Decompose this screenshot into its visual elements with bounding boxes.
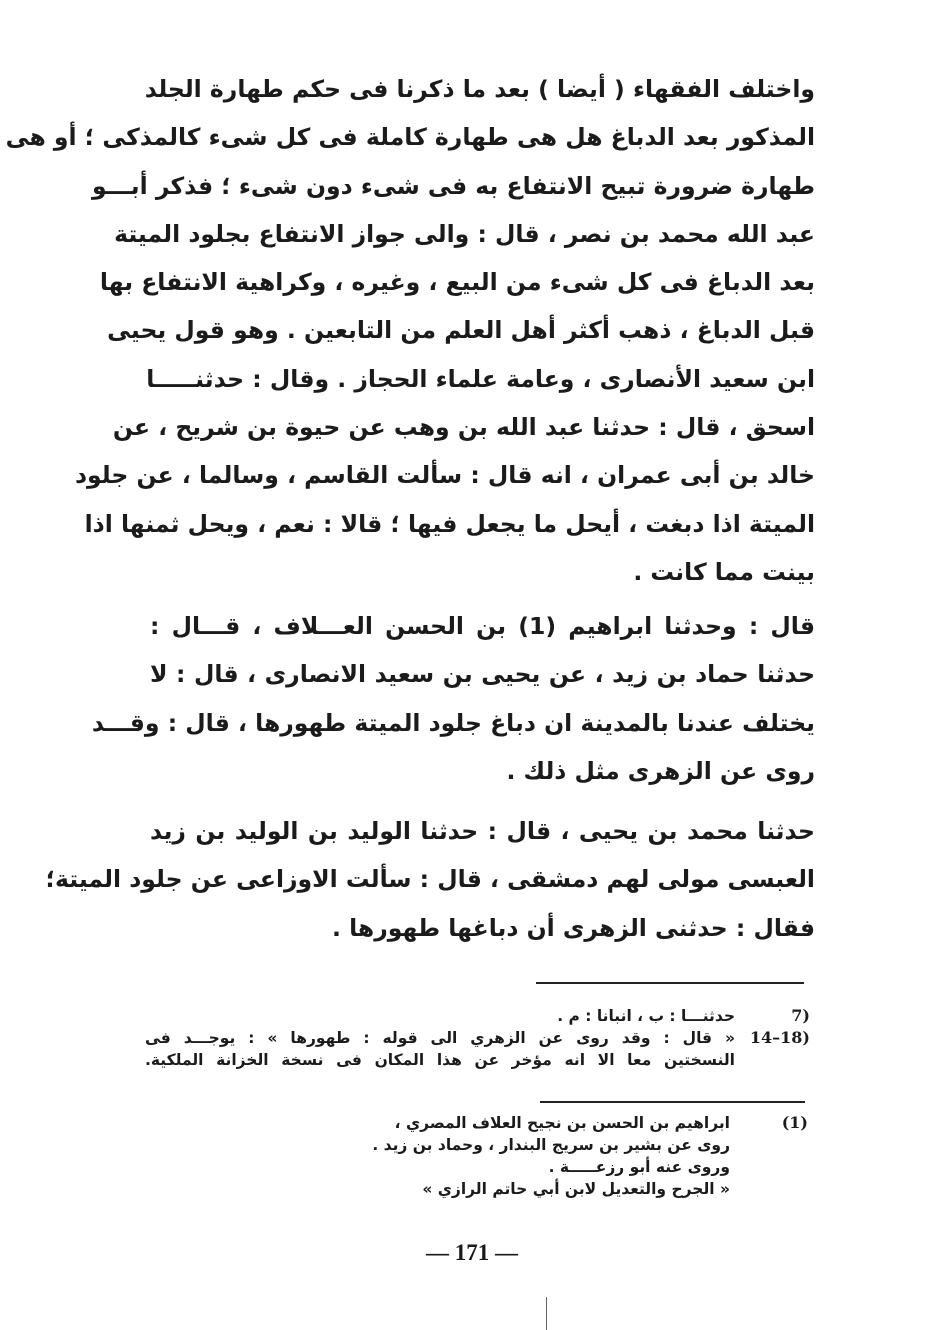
footnote-text: « قال : وقد روى عن الزهري الى قوله : طهورها » : يوجـــد فى xyxy=(145,1029,735,1047)
text-line: واختلف الفقهاء ( أيضا ) بعد ما ذكرنا فى حكم طهارة الجلد xyxy=(144,75,815,103)
biography-footnote xyxy=(330,1112,808,1200)
text-line: خالد بن أبى عمران ، انه قال : سألت القاسم ، وسالما ، عن جلود xyxy=(74,461,815,490)
footnote-text: روى عن بشير بن سريج البندار ، وحماد بن زيد . xyxy=(372,1136,730,1154)
paragraph-2 xyxy=(91,602,815,795)
footnote-text: حدثنـــا : ب ، انبانا : م . xyxy=(557,1007,735,1025)
text-line: فقال : حدثنى الزهرى أن دباغها طهورها . xyxy=(331,913,815,942)
text-line: قال : وحدثنا ابراهيم (1) بن الحسن العـــلاف ، قـــال : xyxy=(150,612,815,640)
text-line: طهارة ضرورة تبيح الانتفاع به فى شىء دون شىء ؛ فذكر أبـــو xyxy=(91,171,815,200)
page-number: — 171 — xyxy=(426,1240,518,1265)
text-line: العبسى مولى لهم دمشقى ، قال : سألت الاوزاعى عن جلود الميتة؛ xyxy=(45,865,815,894)
text-line: يختلف عندنا بالمدينة ان دباغ جلود الميتة طهورها ، قال : وقـــد xyxy=(91,708,815,737)
text-line: عبد الله محمد بن نصر ، قال : والى جواز الانتفاع بجلود الميتة xyxy=(114,219,815,248)
text-line: اسحق ، قال : حدثنا عبد الله بن وهب عن حيوة بن شريح ، عن xyxy=(112,413,815,442)
text-line: بعد الدباغ فى كل شىء من البيع ، وغيره ، وكراهية الانتفاع بها xyxy=(99,268,815,297)
text-line: ابن سعيد الأنصارى ، وعامة علماء الحجاز . وقال : حدثنـــــا xyxy=(146,364,815,393)
footnote-ref: (1) xyxy=(781,1113,808,1132)
text-line: قبل الدباغ ، ذهب أكثر أهل العلم من التابعين . وهو قول يحيى xyxy=(107,316,815,345)
footnote-ref: 14–18) xyxy=(749,1028,810,1047)
footnote-separator xyxy=(536,982,804,984)
footnote-row xyxy=(330,1178,808,1200)
footnote-ref: 7) xyxy=(791,1006,810,1025)
binding-edge-line xyxy=(546,1297,547,1330)
footnote-text: وروى عنه أبو رزعـــــة . xyxy=(548,1158,730,1176)
footnote-row xyxy=(145,1027,810,1049)
text-line: الميتة اذا دبغت ، أيحل ما يجعل فيها ؛ قالا : نعم ، ويحل ثمنها اذا xyxy=(84,509,815,538)
footnote-row xyxy=(145,1005,810,1027)
paragraph-3 xyxy=(45,807,815,952)
footnote-text: « الجرح والتعديل لابن أبي حاتم الرازي » xyxy=(422,1180,730,1198)
footnote-row xyxy=(330,1156,808,1178)
text-line: حدثنا حماد بن زيد ، عن يحيى بن سعيد الانصارى ، قال : لا xyxy=(150,660,815,689)
paragraph-1 xyxy=(5,65,815,596)
footnote-row xyxy=(330,1112,808,1134)
footnote-text: ابراهيم بن الحسن بن نجيح العلاف المصري ، xyxy=(394,1114,730,1132)
text-line: حدثنا محمد بن يحيى ، قال : حدثنا الوليد بن الوليد بن زيد xyxy=(150,817,815,845)
footnote-text: النسختين معا الا انه مؤخر عن هذا المكان فى نسخة الخزانة الملكية. xyxy=(145,1051,735,1069)
footnote-row xyxy=(145,1049,810,1071)
footnote-separator xyxy=(540,1101,805,1103)
variant-footnotes xyxy=(145,1005,810,1071)
text-line: بينت مما كانت . xyxy=(633,557,815,586)
text-line: المذكور بعد الدباغ هل هى طهارة كاملة فى كل شىء كالمذكى ؛ أو هى xyxy=(5,123,815,152)
text-line: روى عن الزهرى مثل ذلك . xyxy=(506,756,815,785)
footnote-row xyxy=(330,1134,808,1156)
